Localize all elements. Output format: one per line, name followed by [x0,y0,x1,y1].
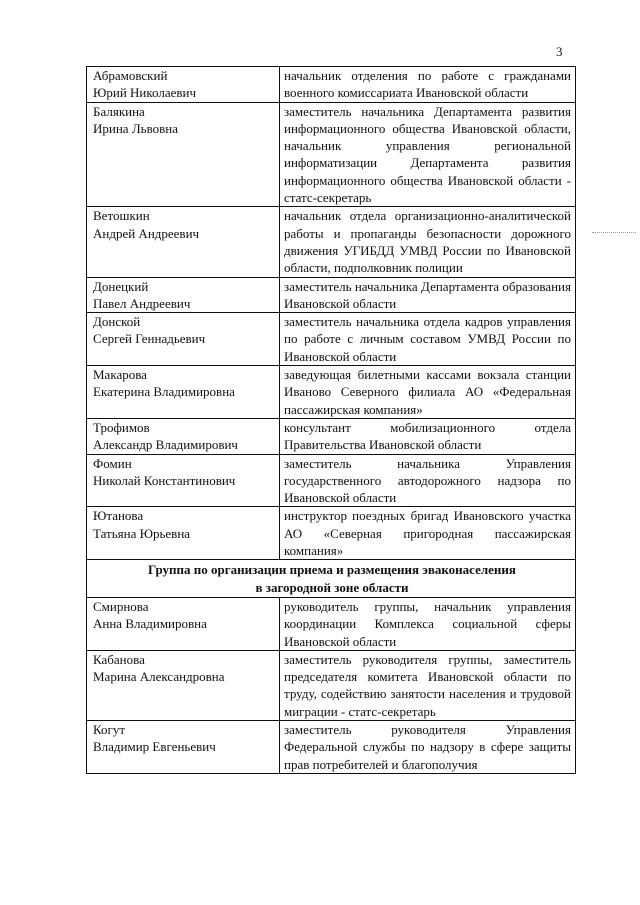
member-name-cell [87,102,280,207]
member-surname: Ютанова [93,508,144,524]
margin-mark [592,232,636,234]
table-row [87,366,576,419]
table-row [87,650,576,720]
member-name-cell [87,720,280,773]
member-position: руководитель группы, начальник управления координации Комплекса социальной сферы Ивановской области [280,597,576,650]
member-given-name: Екатерина Владимировна [93,384,235,400]
member-position: заместитель начальника Департамента образования Ивановской области [280,277,576,313]
member-surname: Донецкий [93,278,149,294]
member-name-cell [87,67,280,103]
table-row [87,454,576,507]
member-given-name: Павел Андреевич [93,295,191,311]
member-surname: Когут [93,721,126,737]
page-number: 3 [556,44,563,59]
group-heading [87,560,576,598]
member-name-cell [87,597,280,650]
group-heading-line-2: в загородной зоне области [255,579,409,595]
member-position: инструктор поездных бригад Ивановского участка АО «Северная пригородная пассажирская компания» [280,507,576,560]
member-position: консультант мобилизационного отдела Правительства Ивановской области [280,418,576,454]
member-given-name: Анна Владимировна [93,616,207,632]
member-position: заведующая билетными кассами вокзала станции Иваново Северного филиала АО «Федеральная пассажирская компания» [280,366,576,419]
table-row [87,207,576,277]
member-name-cell [87,313,280,366]
member-position: заместитель начальника Управления государственного автодорожного надзора по Ивановской области [280,454,576,507]
member-given-name: Владимир Евгеньевич [93,739,216,755]
member-position: заместитель начальника Департамента развития информационного общества Ивановской области, начальник управления региональной информатизации Департамента развития информационного общества Ивановской области - статс-секретарь [280,102,576,207]
member-name-cell [87,454,280,507]
group-heading-line-1: Группа по организации приема и размещения эваконаселения [148,562,516,578]
table-row [87,597,576,650]
member-position: заместитель руководителя Управления Федеральной службы по надзору в сфере защиты прав потребителей и благополучия [280,720,576,773]
table-row [87,418,576,454]
member-given-name: Андрей Андреевич [93,225,200,241]
member-position: начальник отделения по работе с гражданами военного комиссариата Ивановской области [280,67,576,103]
member-surname: Смирнова [93,598,149,614]
table-row [87,102,576,207]
member-name-cell [87,507,280,560]
member-position: заместитель руководителя группы, заместитель председателя комитета Ивановской области по труду, содействию занятости населения и трудовой миграции - статс-секретарь [280,650,576,720]
members-table [86,66,576,774]
member-surname: Донской [93,314,141,330]
table-row [87,313,576,366]
member-name-cell [87,207,280,277]
member-given-name: Сергей Геннадьевич [93,331,206,347]
table-row [87,720,576,773]
member-name-cell [87,650,280,720]
member-given-name: Марина Александровна [93,669,225,685]
member-surname: Фомин [93,455,132,471]
member-surname: Абрамовский [93,68,168,83]
member-given-name: Ирина Львовна [93,120,178,136]
member-given-name: Юрий Николаевич [93,85,197,101]
member-surname: Макарова [93,367,147,383]
member-name-cell [87,418,280,454]
group-heading-row [87,560,576,598]
member-surname: Трофимов [93,419,150,435]
member-surname: Кабанова [93,651,145,667]
table-row [87,67,576,103]
member-given-name: Татьяна Юрьевна [93,525,191,541]
member-given-name: Николай Константинович [93,472,236,488]
table-row [87,507,576,560]
member-name-cell [87,277,280,313]
member-surname: Балякина [93,103,145,119]
member-surname: Ветошкин [93,208,150,224]
table-row [87,277,576,313]
member-given-name: Александр Владимирович [93,437,238,453]
member-position: заместитель начальника отдела кадров управления по работе с личным составом УМВД России по Ивановской области [280,313,576,366]
member-position: начальник отдела организационно-аналитической работы и пропаганды безопасности дорожного движения УГИБДД УМВД России по Ивановской области, подполковник полиции [280,207,576,277]
member-name-cell [87,366,280,419]
